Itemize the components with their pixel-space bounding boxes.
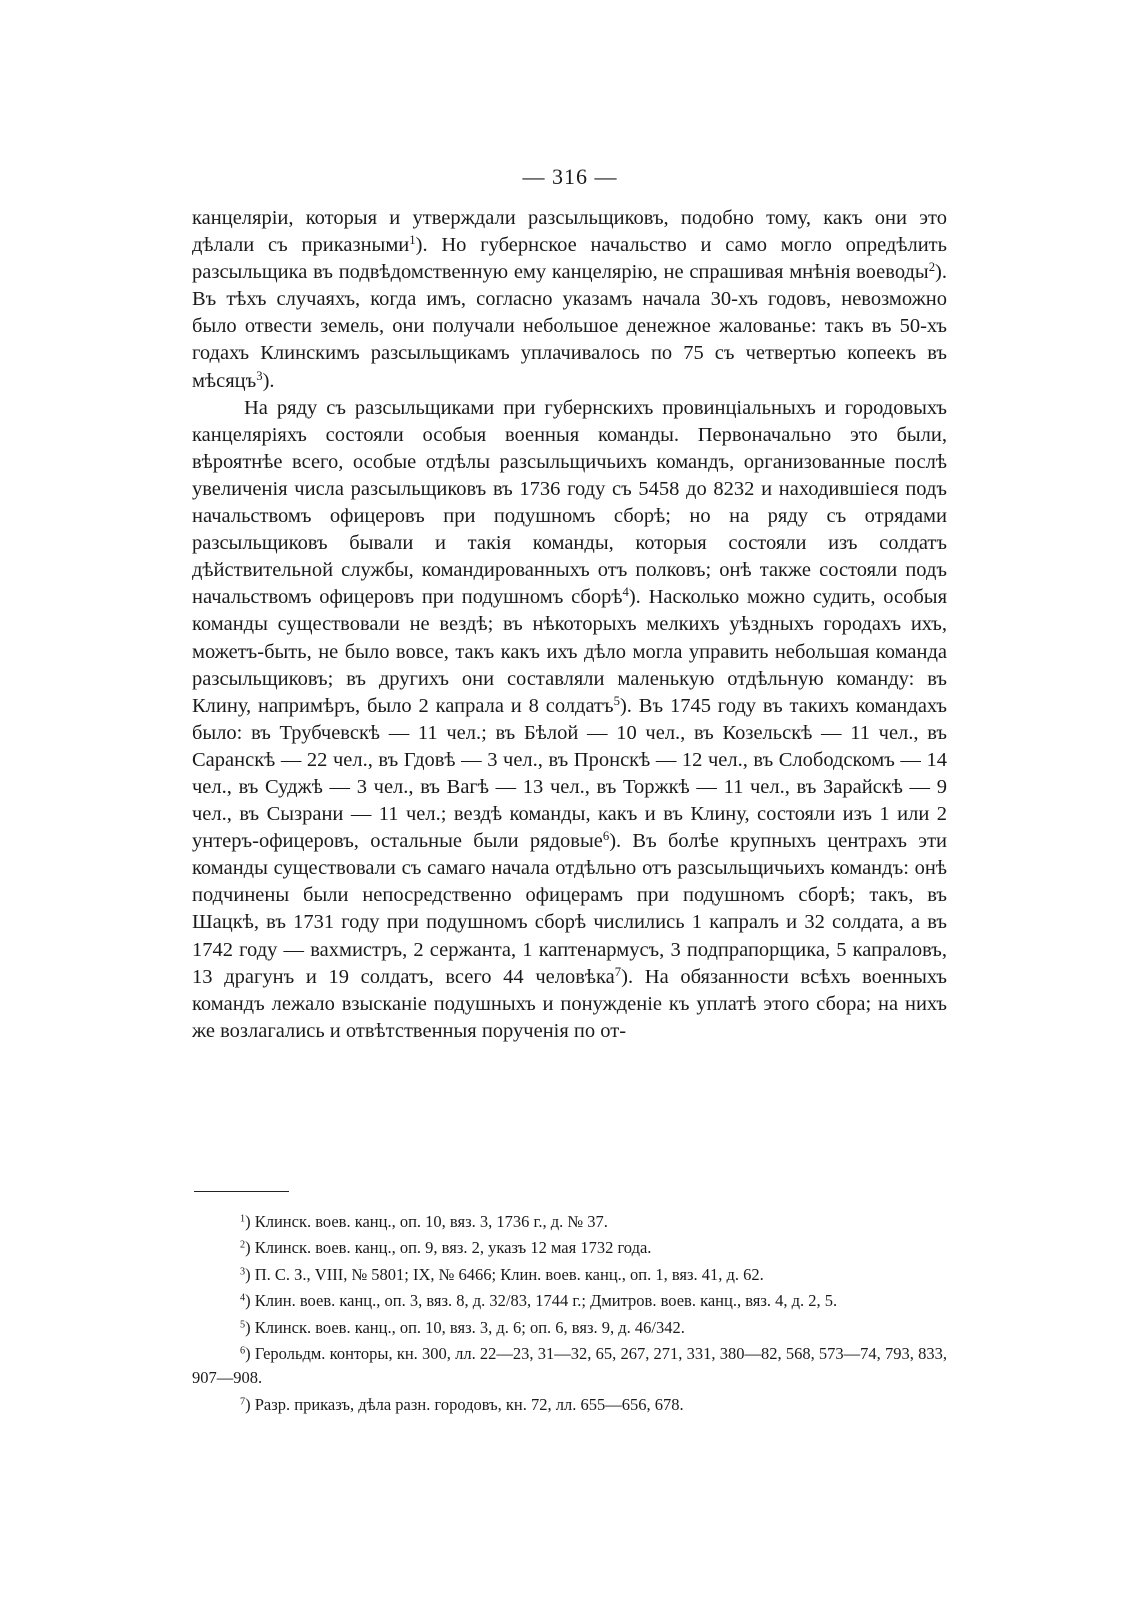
footnote-reference: 1 <box>409 233 416 248</box>
footnote-text: ) Клинск. воев. канц., оп. 10, вяз. 3, 1736 г., д. № 37. <box>245 1212 608 1231</box>
paragraph-2 <box>192 395 947 1045</box>
footnote-2 <box>192 1236 947 1260</box>
footnote-reference: 3 <box>256 368 263 383</box>
footnote-divider <box>194 1191 289 1192</box>
footnote-7 <box>192 1393 947 1417</box>
footnote-text: ) Клинск. воев. канц., оп. 9, вяз. 2, указъ 12 мая 1732 года. <box>245 1238 652 1258</box>
text-run: ). Насколько можно судить, особыя команды существовали не вездѣ; въ нѣкоторыхъ мелкихъ уѣздныхъ городахъ ихъ, можетъ-быть, не было вовсе, такъ какъ ихъ дѣло могла управить небольшая команда разсыльщиковъ; въ другихъ они составляли маленькую отдѣльную команду: въ Клину, напримѣръ, было 2 капрала и 8 солдатъ <box>192 586 947 717</box>
text-run: На ряду съ разсыльщиками при губернскихъ провинцiальныхъ и городовыхъ канцелярiяхъ состояли особыя военныя команды. Первоначально это были, вѣроятнѣе всего, особые отдѣлы разсыльщичьихъ командъ, организованные послѣ увеличенiя числа разсыльщиковъ въ 1736 году съ 5458 до 8232 и находившiеся подъ начальствомъ офицеровъ при подушномъ сборѣ; но на ряду съ отрядами разсыльщиковъ бывали и такiя команды, которыя состояли изъ солдатъ дѣйствительной службы, командированныхъ отъ полковъ; онѣ также состояли подъ начальствомъ офицеровъ при подушномъ сборѣ <box>192 396 947 609</box>
footnote-mark: 3 <box>240 1266 246 1278</box>
footnote-text: ) П. С. З., VIII, № 5801; IX, № 6466; Клин. воев. канц., оп. 1, вяз. 41, д. 62. <box>245 1264 764 1284</box>
page-number: — 316 — <box>522 164 618 189</box>
footnote-5 <box>192 1316 947 1340</box>
text-run: ). Но губернское начальство и само могло опредѣлить разсыльщика въ подвѣдомственную ему канцелярiю, не спрашивая мнѣнiя воеводы <box>192 234 947 284</box>
footnote-reference: 4 <box>622 585 629 600</box>
footnote-6 <box>192 1342 947 1391</box>
footnote-mark: 5 <box>240 1319 246 1330</box>
footnote-1 <box>192 1210 947 1234</box>
text-run: ). Въ болѣе крупныхъ центрахъ эти команды существовали съ самаго начала отдѣльно отъ разсыльщичьихъ командъ: онѣ подчинены были непосредственно офицерамъ при подушномъ сборѣ; такъ, въ Шацкѣ, въ 1731 году при подушномъ сборѣ числились 1 капралъ и 32 солдата, а въ 1742 году — вахмистръ, 2 сержанта, 1 каптенармусъ, 3 подпрапорщика, 5 капраловъ, 13 драгунъ и 19 солдатъ, всего 44 человѣка <box>192 830 947 988</box>
text-run: ). Въ 1745 году въ такихъ командахъ было: въ Трубчевскѣ — 11 чел.; въ Бѣлой — 10 чел., въ Козельскѣ — 11 чел., въ Саранскѣ — 22 чел., въ Гдовѣ — 3 чел., въ Пронскѣ — 12 чел., въ Слободскомъ — 14 чел., въ Суджѣ — 3 чел., въ Вагѣ — 13 чел., въ Торжкѣ — 11 чел., въ Зарайскѣ — 9 чел., въ Сызрани — 11 чел.; вездѣ команды, какъ и въ Клину, состояли изъ 1 или 2 унтеръ-офицеровъ, остальные были рядовые <box>192 694 947 853</box>
footnote-mark: 2 <box>240 1239 246 1251</box>
paragraph-1 <box>192 205 947 395</box>
footnote-mark: 7 <box>240 1396 246 1408</box>
footnotes <box>192 1210 947 1419</box>
footnote-text: ) Клин. воев. канц., оп. 3, вяз. 8, д. 32/83, 1744 г.; Дмитров. воев. канц., вяз. 4, д. 2, 5. <box>245 1291 838 1311</box>
footnote-mark: 1 <box>240 1213 246 1225</box>
footnote-3 <box>192 1263 947 1287</box>
footnote-4 <box>192 1289 947 1313</box>
main-text <box>192 205 947 1045</box>
footnote-reference: 5 <box>613 693 620 708</box>
text-run: канцелярiи, которыя и утверждали разсыльщиковъ, подобно тому, какъ они это дѣлали съ приказными <box>192 207 947 257</box>
text-run: ). Въ тѣхъ случаяхъ, когда имъ, согласно указамъ начала 30-хъ годовъ, невозможно было отвести земель, они получали небольшое денежное жалованье: такъ въ 50-хъ годахъ Клинскимъ разсыльщикамъ уплачивалось по 75 съ четвертью копеекъ въ мѣсяцъ <box>192 261 947 392</box>
text-run: ). <box>262 369 275 392</box>
footnote-reference: 6 <box>602 829 610 844</box>
footnote-text: ) Разр. приказъ, дѣла разн. городовъ, кн. 72, лл. 655—656, 678. <box>245 1394 684 1414</box>
footnote-mark: 6 <box>240 1345 246 1357</box>
footnote-text: ) Клинск. воев. канц., оп. 10, вяз. 3, д. 6; оп. 6, вяз. 9, д. 46/342. <box>245 1317 685 1337</box>
footnote-reference: 2 <box>928 260 936 275</box>
footnote-mark: 4 <box>240 1292 246 1304</box>
footnote-text: ) Герольдм. конторы, кн. 300, лл. 22—23, 31—32, 65, 267, 271, 331, 380—82, 568, 573—74, 793, 833, 907—908. <box>192 1344 947 1388</box>
footnote-reference: 7 <box>614 964 622 979</box>
text-run: ). На обязанности всѣхъ военныхъ командъ лежало взысканiе подушныхъ и понужденiе къ уплатѣ этого сбора; на нихъ же возлагались и отвѣтственныя порученiя по от- <box>192 965 947 1042</box>
